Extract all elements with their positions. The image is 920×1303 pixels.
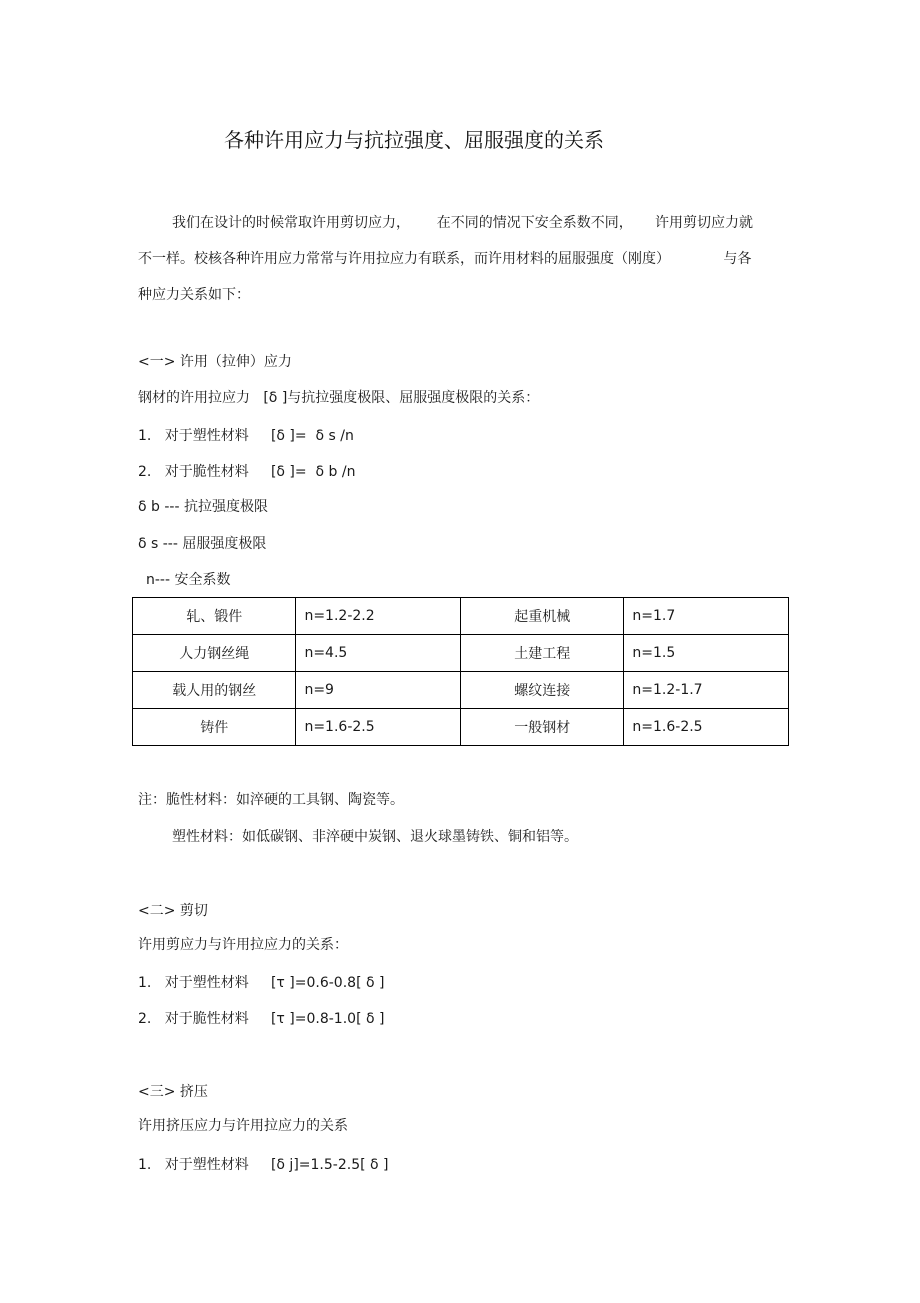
intro-line-2: 不一样。校核各种许用应力常常与许用拉应力有联系，而许用材料的屈服强度（刚度） 与各	[138, 251, 752, 267]
table-cell: 铸件	[133, 709, 296, 746]
section1-item-1: 1. 对于塑性材料 [δ ]= δ s /n	[138, 428, 354, 444]
table-cell: 载人用的钢丝	[133, 672, 296, 709]
table-cell: n=1.2-1.7	[624, 672, 789, 709]
table-cell: n=1.2-2.2	[296, 598, 461, 635]
intro-line-1: 我们在设计的时候常取许用剪切应力， 在不同的情况下安全系数不同， 许用剪切应力就	[172, 215, 753, 231]
note-plastic: 塑性材料：如低碳钢、非淬硬中炭钢、退火球墨铸铁、铜和铝等。	[172, 829, 578, 845]
table-row	[133, 709, 789, 746]
table-cell: n=4.5	[296, 635, 461, 672]
table-cell: 起重机械	[461, 598, 624, 635]
intro-line-3: 种应力关系如下：	[138, 287, 250, 303]
section3-description: 许用挤压应力与许用拉应力的关系	[138, 1118, 348, 1134]
section2-item-1: 1. 对于塑性材料 [τ ]=0.6-0.8[ δ ]	[138, 975, 385, 991]
intro-paragraph	[138, 205, 788, 313]
table-row	[133, 598, 789, 635]
table-cell: 一般钢材	[461, 709, 624, 746]
table-cell: n=1.6-2.5	[624, 709, 789, 746]
table-cell: n=1.7	[624, 598, 789, 635]
definition-safety-factor: n--- 安全系数	[146, 572, 231, 588]
section3-item-1: 1. 对于塑性材料 [δ j]=1.5-2.5[ δ ]	[138, 1157, 389, 1173]
section2-heading: <二> 剪切	[138, 903, 208, 919]
note-brittle: 注：脆性材料：如淬硬的工具钢、陶瓷等。	[138, 792, 404, 808]
page-title: 各种许用应力与抗拉强度、屈服强度的关系	[224, 128, 604, 152]
section1-item-2: 2. 对于脆性材料 [δ ]= δ b /n	[138, 464, 356, 480]
table-cell: n=1.5	[624, 635, 789, 672]
table-cell: n=1.6-2.5	[296, 709, 461, 746]
safety-factor-table	[132, 597, 789, 746]
table-cell: 轧、锻件	[133, 598, 296, 635]
section1-description: 钢材的许用拉应力 [δ ]与抗拉强度极限、屈服强度极限的关系：	[138, 390, 540, 406]
section2-description: 许用剪应力与许用拉应力的关系：	[138, 937, 348, 953]
table-row	[133, 635, 789, 672]
section3-heading: <三> 挤压	[138, 1084, 208, 1100]
table-row	[133, 672, 789, 709]
table-cell: 螺纹连接	[461, 672, 624, 709]
definition-yield-limit: δ s --- 屈服强度极限	[138, 536, 267, 552]
table-cell: n=9	[296, 672, 461, 709]
table-cell: 人力钢丝绳	[133, 635, 296, 672]
section1-heading: <一> 许用（拉伸）应力	[138, 354, 292, 370]
section2-item-2: 2. 对于脆性材料 [τ ]=0.8-1.0[ δ ]	[138, 1011, 385, 1027]
definition-tensile-limit: δ b --- 抗拉强度极限	[138, 499, 268, 515]
table-cell: 土建工程	[461, 635, 624, 672]
